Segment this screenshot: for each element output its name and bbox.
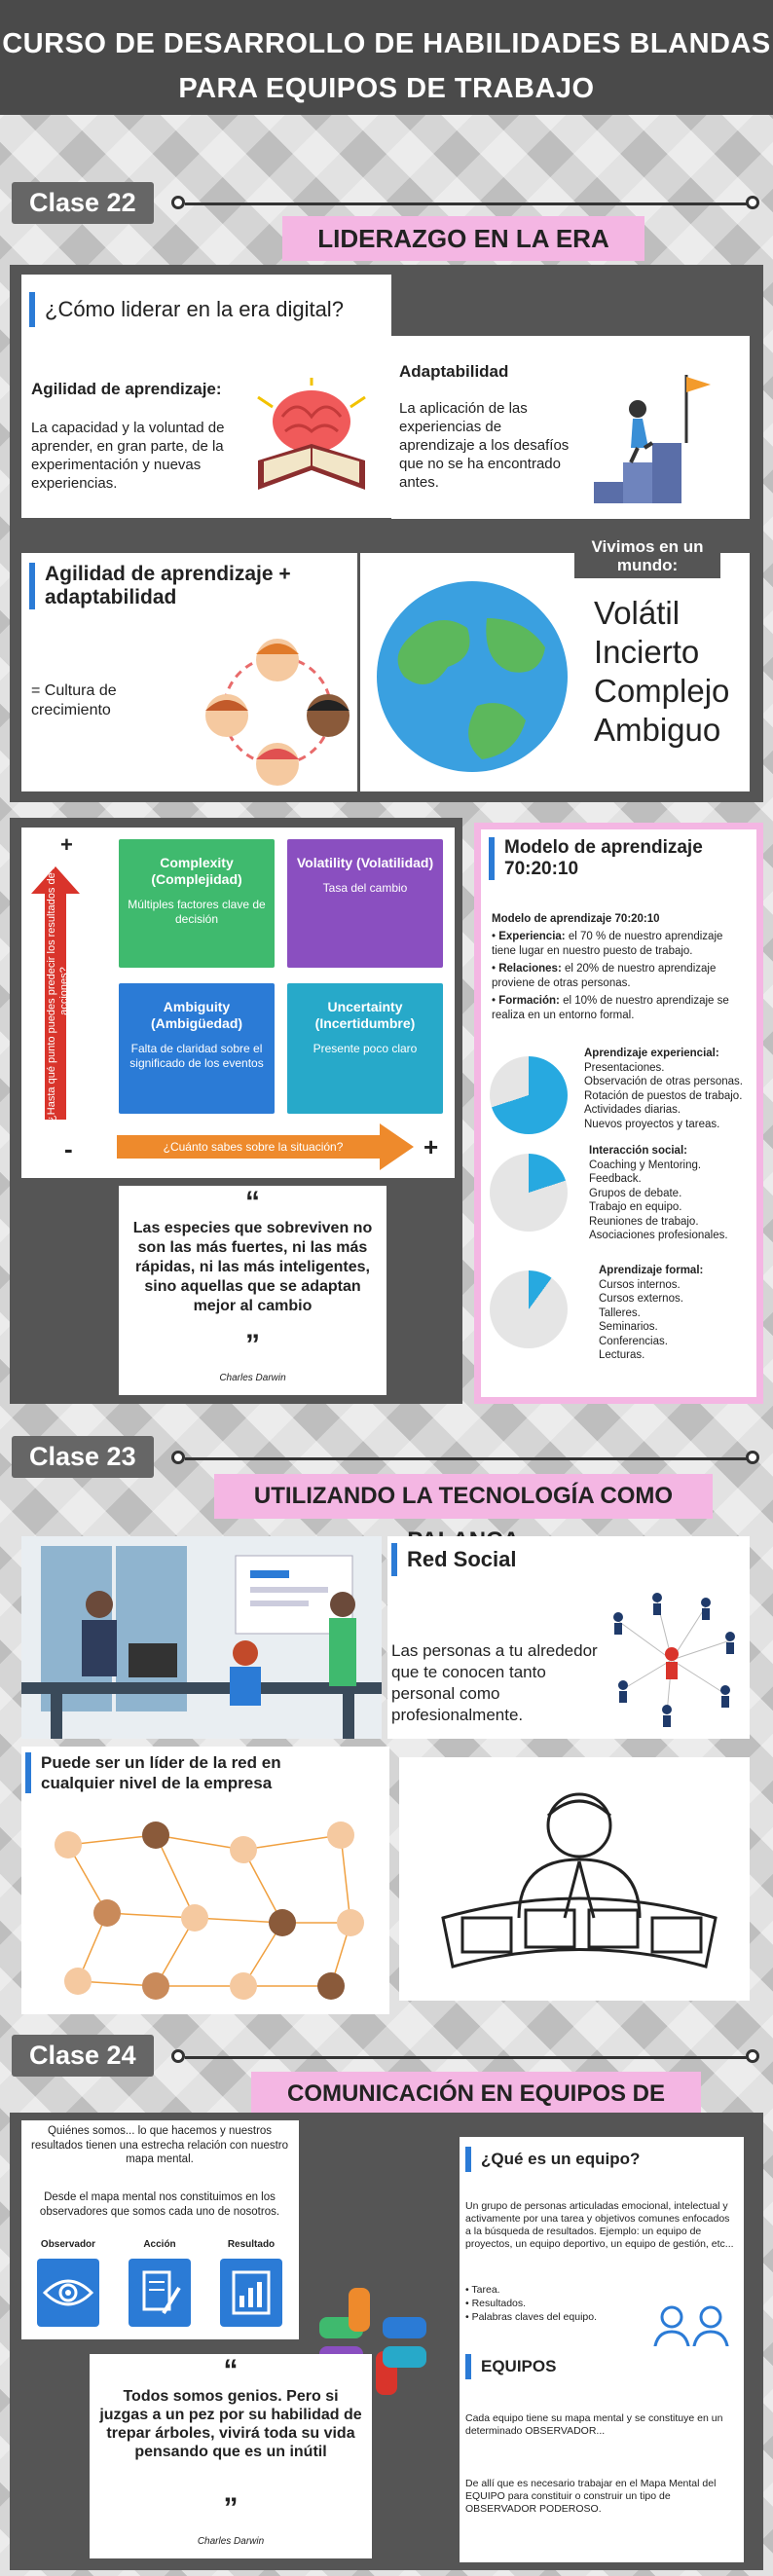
quad-uncertainty: [287, 983, 443, 1114]
matrix-plus-right: +: [423, 1132, 439, 1161]
icon-label: Observador: [40, 2239, 96, 2250]
pie-item: Rotación de puestos de trabajo.: [584, 1089, 743, 1102]
matrix-plus-top: +: [60, 832, 73, 857]
pie-item: Coaching y Mentoring.: [589, 1159, 702, 1171]
red-social-title: Red Social: [391, 1543, 516, 1576]
pie-item: Grupos de debate.: [589, 1187, 682, 1199]
matrix-minus: -: [64, 1134, 73, 1163]
pie-legend: [584, 1047, 755, 1131]
quad-volatility: [287, 839, 443, 968]
timeline-dot: [746, 2049, 759, 2063]
pie-item: Nuevos proyectos y tareas.: [584, 1118, 720, 1130]
timeline-dot: [171, 196, 185, 209]
class-tab-24: Clase 24: [12, 2035, 154, 2077]
pie-item: Cursos externos.: [599, 1293, 683, 1305]
agilidad-title: Agilidad de aprendizaje:: [31, 380, 222, 398]
pie-legend: [599, 1264, 755, 1363]
quote-open-icon: “: [245, 1186, 260, 1218]
equipo-list-item: • Tarea.: [465, 2284, 500, 2296]
list-item-text: Tarea.: [471, 2284, 500, 2296]
pie-item: Seminarios.: [599, 1321, 658, 1333]
pie-chart-10: [490, 1270, 568, 1348]
icon-label: Resultado: [227, 2239, 276, 2250]
quote-close-icon: ”: [245, 1329, 260, 1361]
pie-item: Asociaciones profesionales.: [589, 1230, 728, 1241]
pie-item: Observación de otras personas.: [584, 1076, 744, 1087]
title-line-2: PARA EQUIPOS DE TRABAJO: [178, 73, 595, 104]
list-item-text: Palabras claves del equipo.: [471, 2311, 598, 2323]
quad-title: Complexity (Complejidad): [151, 855, 242, 887]
pie-item: Presentaciones.: [584, 1061, 665, 1074]
quad-text: Tasa del cambio: [322, 881, 408, 895]
timeline-line: [185, 202, 750, 205]
timeline-dot: [171, 1451, 185, 1464]
pie-legend: [589, 1144, 755, 1243]
pie-item: Talleres.: [599, 1306, 641, 1319]
pie-item: Conferencias.: [599, 1335, 668, 1347]
pie-item: Lecturas.: [599, 1349, 645, 1361]
bullet-label: Formación:: [498, 995, 560, 1007]
list-item-text: Resultados.: [471, 2298, 527, 2309]
equipo-list-item: • Resultados.: [465, 2298, 527, 2309]
vuca-incierto: Incierto: [594, 634, 700, 670]
quote-text: Las especies que sobreviven no son las más fuertes, ni las más rápidas, ni las más inteligentes, sino aquellas que se adaptan mejor al cambio: [132, 1220, 373, 1314]
eye-icon: [37, 2259, 99, 2327]
desde-text: Desde el mapa mental nos constituimos en los observadores que somos cada uno de nosotros.: [39, 2191, 280, 2218]
pie-title: Aprendizaje experiencial:: [584, 1048, 719, 1059]
timeline-dot: [171, 2049, 185, 2063]
bullet-text: el 70 % de nuestro aprendizaje tiene lugar en nuestro puesto de trabajo.: [492, 931, 723, 957]
chart-icon: [220, 2259, 282, 2327]
icon-row: [29, 2239, 290, 2337]
vuca-complejo: Complejo: [594, 673, 730, 709]
equipos-text-1: Cada equipo tiene su mapa mental y se constituye en un determinado OBSERVADOR...: [465, 2412, 723, 2437]
cultura-text: = Cultura de crecimiento: [31, 682, 117, 718]
horizontal-arrow-label: ¿Cuánto sabes sobre la situación?: [163, 1140, 344, 1154]
people-cycle-illustration: [200, 633, 355, 789]
quienes-text: Quiénes somos... lo que hacemos y nuestros resultados tienen una estrecha relación con nuestro mapa mental.: [30, 2125, 289, 2165]
vivimos-label: Vivimos en un mundo:: [574, 534, 720, 578]
office-illustration: [21, 1536, 382, 1739]
equipo-list: [465, 2283, 611, 2324]
modelo-title: Modelo de aprendizaje 70:20:10: [489, 837, 742, 880]
vuca-list: [594, 594, 729, 750]
bullet-text: el 20% de nuestro aprendizaje proviene de otras personas.: [492, 963, 717, 989]
quote-close-icon: ”: [223, 2492, 239, 2524]
quad-text: Múltiples factores clave de decisión: [128, 898, 266, 926]
page-title: [0, 21, 773, 111]
icon-label: Acción: [143, 2239, 176, 2250]
vuca-volatil: Volátil: [594, 595, 681, 631]
section-banner-23: UTILIZANDO LA TECNOLOGÍA COMO: [214, 1474, 713, 1519]
modelo-bullet: • Experiencia: el 70 % de nuestro aprendizaje tiene lugar en nuestro puesto de trabajo.: [492, 931, 723, 957]
equipo-question: ¿Qué es un equipo?: [465, 2147, 640, 2172]
quad-text: Falta de claridad sobre el significado de los eventos: [129, 1042, 264, 1070]
quote-text: Todos somos genios. Pero si juzgas a un pez por su habilidad de trepar árboles, vivirá toda su vida pensando que es un inútil: [99, 2388, 362, 2460]
vertical-arrow-label: ¿Hasta qué punto puedes predecir los resultados de tu acciones?: [46, 861, 70, 1122]
pie-chart-70: [490, 1056, 568, 1134]
equipos-text-2: De allí que es necesario trabajar en el Mapa Mental del EQUIPO para constituir o construir un tipo de OBSERVADOR PODEROSO.: [465, 2478, 717, 2515]
lider-title: Puede ser un líder de la red en cualquier nivel de la empresa: [25, 1752, 356, 1793]
bullet-text: el 10% de nuestro aprendizaje se realiza en un entorno formal.: [492, 995, 729, 1021]
modelo-bullets: [492, 930, 750, 1022]
red-social-text: Las personas a tu alrededor que te conocen tanto personal como profesionalmente.: [391, 1641, 598, 1724]
pie-chart-20: [490, 1154, 568, 1232]
adapt-text: La aplicación de las experiencias de aprendizaje a los desafíos que no se ha encontrado antes.: [399, 400, 570, 491]
modelo-bullet: • Relaciones: el 20% de nuestro aprendizaje proviene de otras personas.: [492, 963, 717, 989]
timeline-dot: [746, 1451, 759, 1464]
quote-open-icon: “: [223, 2354, 239, 2386]
quad-complexity: [119, 839, 275, 968]
pie-item: Trabajo en equipo.: [589, 1201, 682, 1213]
quote-author: Charles Darwin: [197, 2536, 265, 2547]
pie-item: Actividades diarias.: [584, 1104, 681, 1116]
network-graph-illustration: [29, 1806, 385, 2010]
pie-item: Feedback.: [589, 1173, 642, 1185]
quad-title: Uncertainty (Incertidumbre): [314, 999, 416, 1031]
document-pen-icon: [129, 2259, 191, 2327]
adapt-title: Adaptabilidad: [399, 362, 509, 381]
card-title: ¿Cómo liderar en la era digital?: [29, 292, 344, 327]
quad-text: Presente poco claro: [313, 1042, 418, 1055]
bullet-label: Relaciones:: [498, 963, 562, 975]
equipo-list-item: • Palabras claves del equipo.: [465, 2311, 598, 2323]
network-people-illustration: [599, 1582, 745, 1728]
timeline-line: [185, 1457, 750, 1460]
modelo-subtitle: Modelo de aprendizaje 70:20:10: [492, 913, 660, 925]
vuca-ambiguo: Ambiguo: [594, 712, 721, 748]
quote-author: Charles Darwin: [219, 1373, 286, 1383]
stairs-flag-illustration: [584, 365, 720, 506]
bullet-label: Experiencia:: [498, 931, 566, 942]
pie-title: Aprendizaje formal:: [599, 1265, 704, 1276]
class-tab-23: Clase 23: [12, 1436, 154, 1478]
quad-ambiguity: [119, 983, 275, 1114]
brain-book-illustration: [248, 378, 375, 495]
pie-title: Interacción social:: [589, 1145, 687, 1157]
equipo-text: Un grupo de personas articuladas emocional, intelectual y activamente por una tarea y objetivos comunes enfocados a la búsqueda de resultados. Ejemplo: un equipo de proyectos, un equipo deportivo, un equipo de gestión, etc...: [465, 2200, 734, 2250]
equipos-title: EQUIPOS: [465, 2354, 556, 2379]
leader-screens-illustration: [433, 1772, 725, 1996]
timeline-dot: [746, 196, 759, 209]
title-line-1: CURSO DE DESARROLLO DE HABILIDADES BLANDAS: [2, 28, 771, 59]
quad-title: Volatility (Volatilidad): [296, 855, 434, 870]
section-banner-24: COMUNICACIÓN EN EQUIPOS DE: [251, 2072, 701, 2116]
earth-icon: [370, 579, 579, 774]
pie-item: Reuniones de trabajo.: [589, 1215, 699, 1228]
section-banner-22: LIDERAZGO EN LA ERA: [282, 216, 644, 261]
pie-item: Cursos internos.: [599, 1278, 681, 1291]
agilidad-text: La capacidad y la voluntad de aprender, en gran parte, de la experimentación y nuevas experiencias.: [31, 420, 225, 492]
quad-title: Ambiguity (Ambigüedad): [150, 999, 243, 1031]
timeline-line: [185, 2056, 750, 2059]
modelo-bullet: • Formación: el 10% de nuestro aprendizaje se realiza en un entorno formal.: [492, 995, 729, 1021]
ag-ad-title: Agilidad de aprendizaje + adaptabilidad: [29, 563, 321, 609]
class-tab-22: Clase 22: [12, 182, 154, 224]
